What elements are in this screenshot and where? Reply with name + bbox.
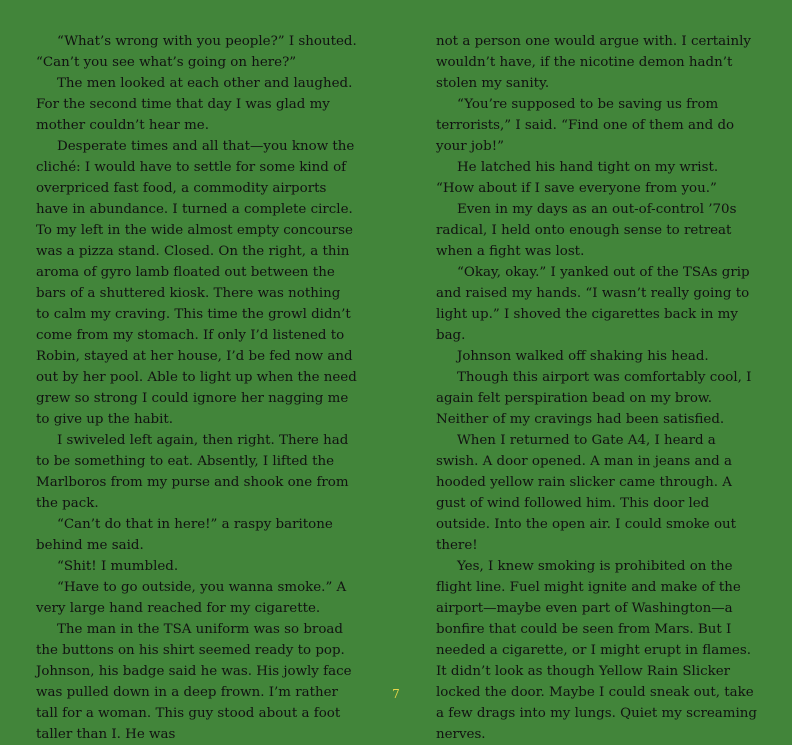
right-text-column: [436, 31, 758, 745]
paragraph: I swiveled left again, then right. There had to be something to eat. Absently, I lifted the Marlboros from my purse and shook one from the pack.: [36, 433, 349, 511]
paragraph: “You’re supposed to be saving us from terrorists,” I said. “Find one of them and do your job!”: [436, 97, 735, 154]
left-text-column: [36, 31, 358, 745]
paragraph: Desperate times and all that—you know the cliché: I would have to settle for some kind of overpriced fast food, a commodity airports have in abundance. I turned a complete circle. To my left in the wide almost empty concourse was a pizza stand. Closed. On the right, a thin aroma of gyro lamb floated out between the bars of a shuttered kiosk. There was nothing to calm my craving. This time the growl didn’t come from my stomach. If only I’d listened to Robin, stayed at her house, I’d be fed now and out by her pool. Able to light up when the need grew so strong I could ignore her nagging me to give up the habit.: [36, 139, 357, 427]
page-number: 7: [392, 687, 400, 701]
paragraph: Yes, I knew smoking is prohibited on the flight line. Fuel might ignite and make of the airport—maybe even part of Washington—a bonfire that could be seen from Mars. But I needed a cigarette, or I might erupt in flames. It didn’t look as though Yellow Rain Slicker locked the door. Maybe I could sneak out, take a few drags into my lungs. Quiet my screaming nerves.: [436, 559, 757, 742]
paragraph: “Can’t do that in here!” a raspy baritone behind me said.: [36, 517, 333, 553]
paragraph: “Have to go outside, you wanna smoke.” A very large hand reached for my cigarette.: [36, 580, 347, 616]
paragraph: Johnson walked off shaking his head.: [457, 349, 709, 364]
paragraph: He latched his hand tight on my wrist. “How about if I save everyone from you.”: [436, 160, 719, 196]
paragraph: Even in my days as an out-of-control ’70s radical, I held onto enough sense to retreat when a fight was lost.: [436, 202, 737, 259]
paragraph: The man in the TSA uniform was so broad the buttons on his shirt seemed ready to pop. Johnson, his badge said he was. His jowly face was pulled down in a deep frown. I’m rather tall for a woman. This guy stood about a foot taller than I. He was: [36, 622, 352, 742]
continued-paragraph: not a person one would argue with. I certainly wouldn’t have, if the nicotine demon hadn’t stolen my sanity.: [436, 34, 751, 91]
paragraph: “What’s wrong with you people?” I shouted. “Can’t you see what’s going on here?”: [36, 34, 357, 70]
paragraph: The men looked at each other and laughed. For the second time that day I was glad my mother couldn’t hear me.: [36, 76, 353, 133]
paragraph: When I returned to Gate A4, I heard a swish. A door opened. A man in jeans and a hooded yellow rain slicker came through. A gust of wind followed him. This door led outside. Into the open air. I could smoke out there!: [436, 433, 737, 553]
paragraph: Though this airport was comfortably cool, I again felt perspiration bead on my brow. Neither of my cravings had been satisfied.: [436, 370, 752, 427]
paragraph: “Okay, okay.” I yanked out of the TSAs grip and raised my hands. “I wasn’t really going to light up.” I shoved the cigarettes back in my bag.: [436, 265, 750, 343]
paragraph: “Shit! I mumbled.: [57, 559, 179, 574]
